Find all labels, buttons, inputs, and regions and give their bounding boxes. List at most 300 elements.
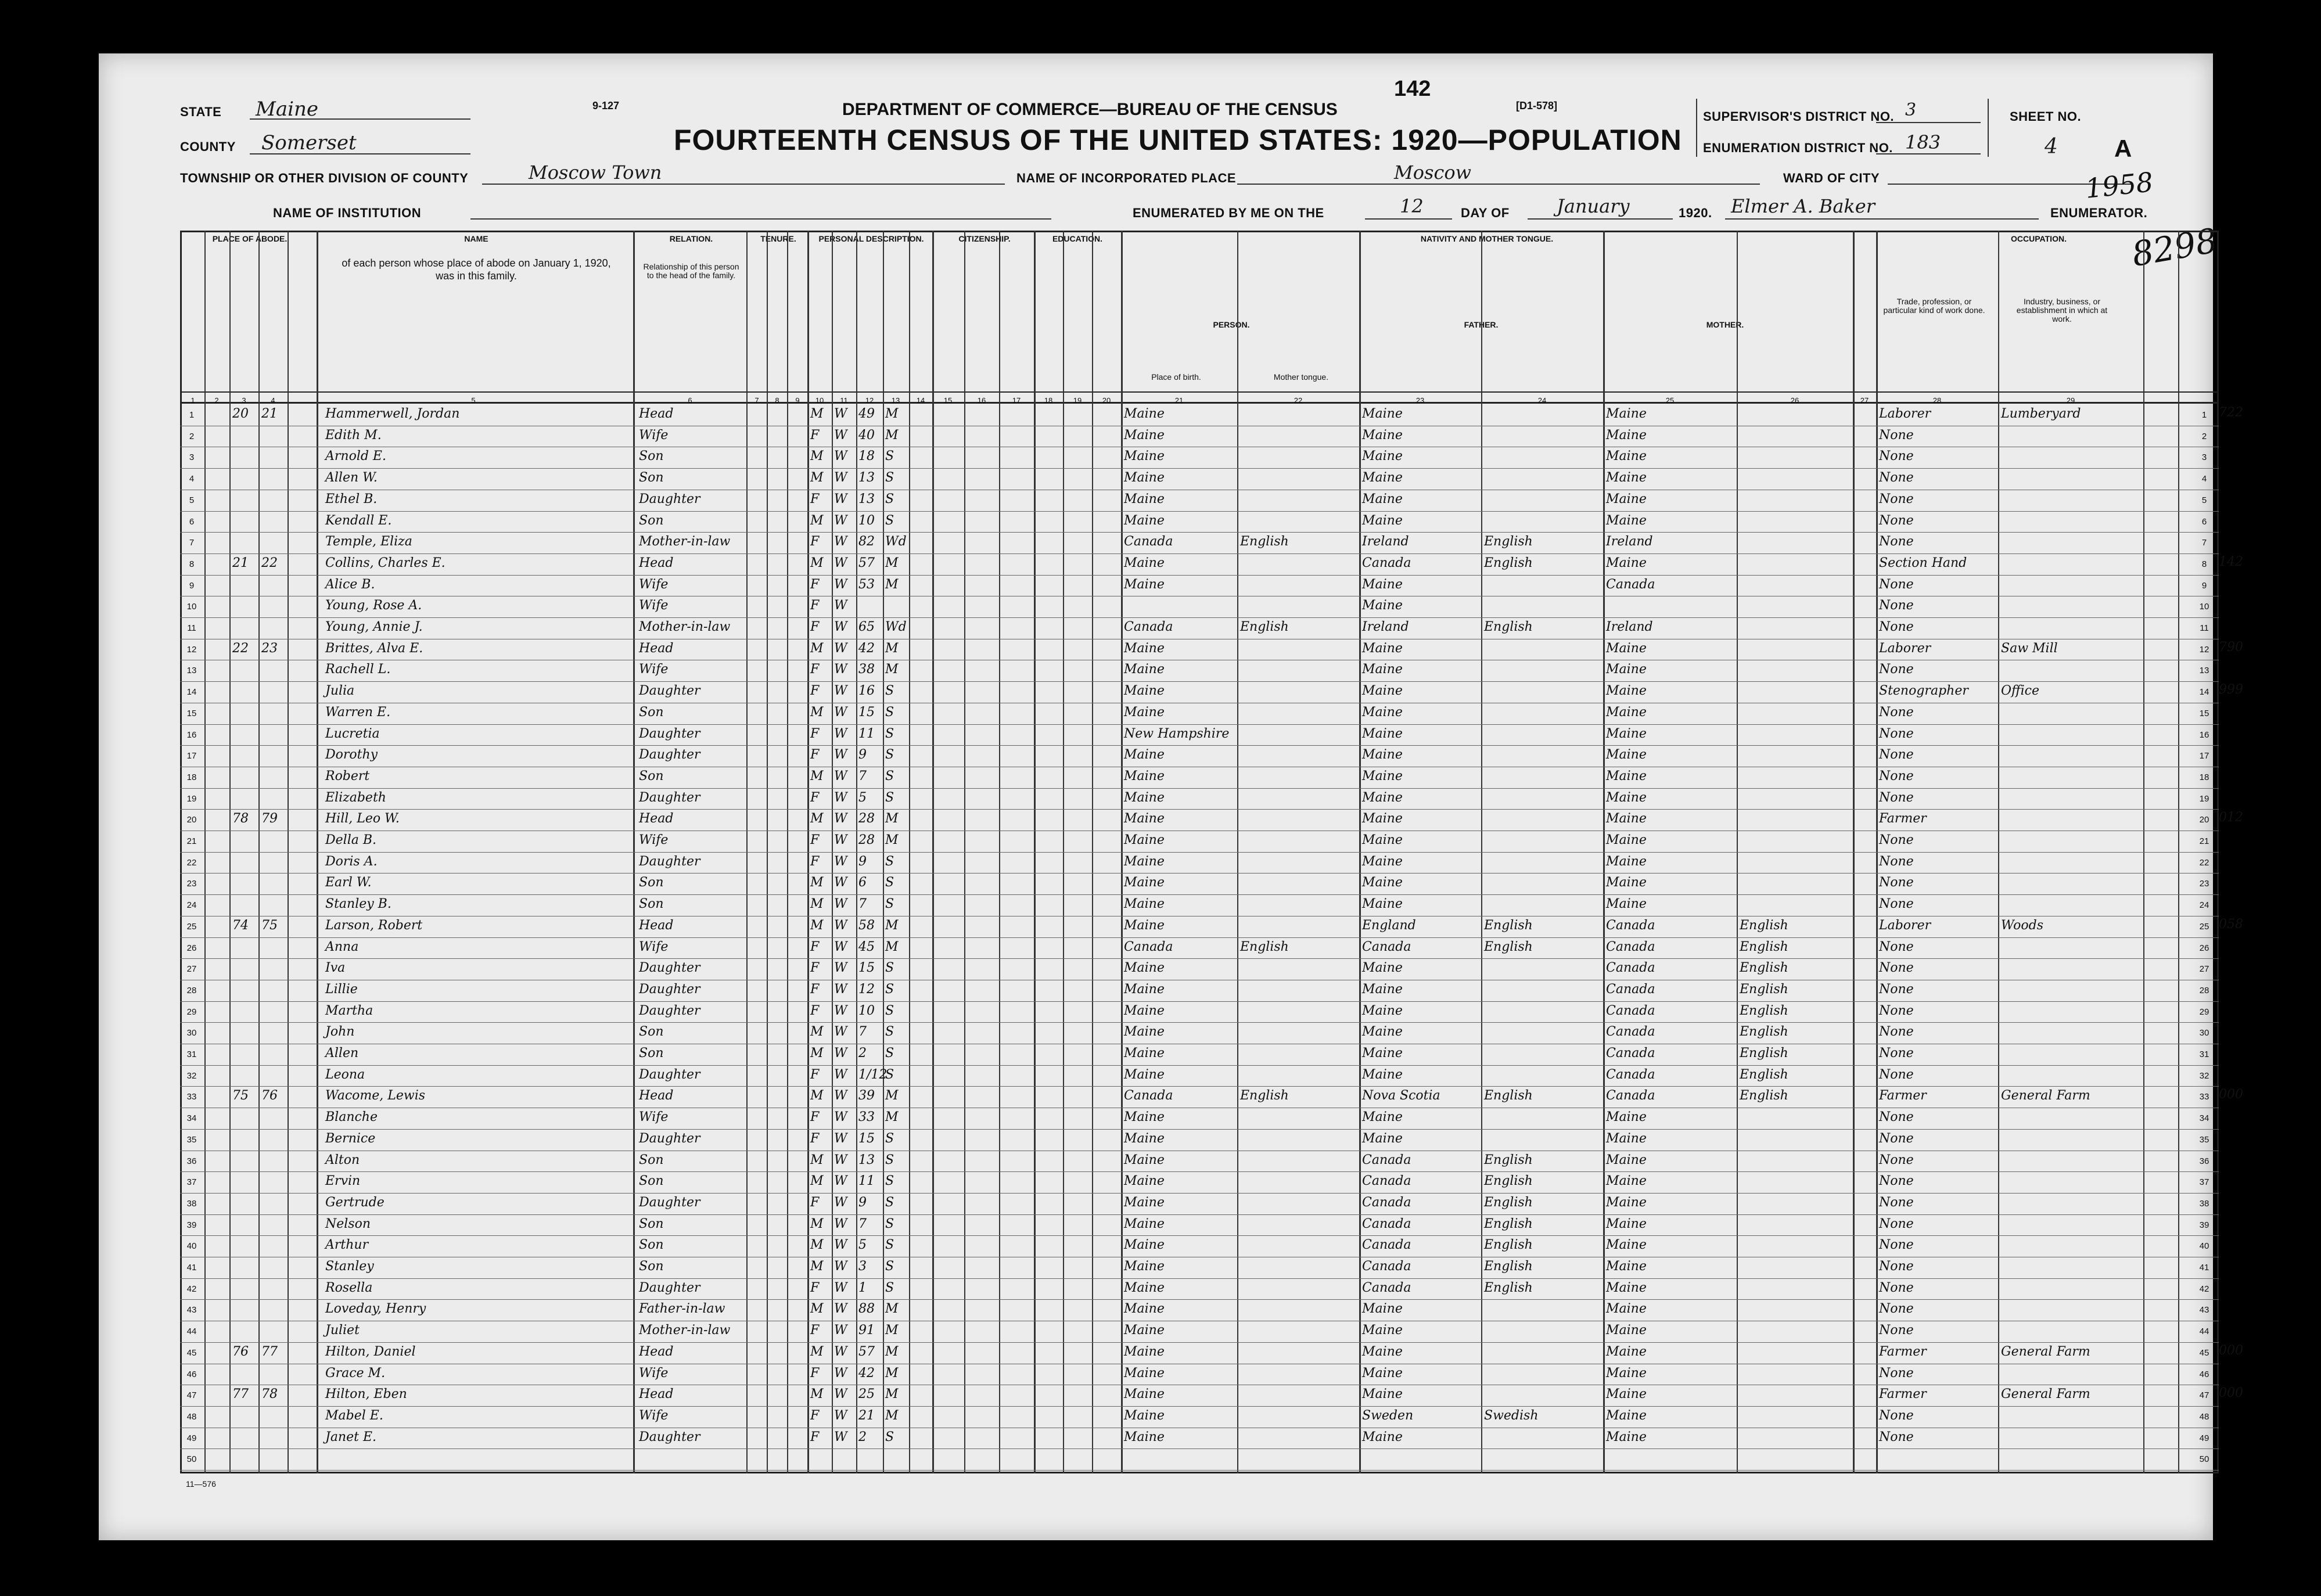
occupation: None [1879, 491, 1914, 506]
person-name: Lucretia [325, 726, 380, 741]
mother-tongue: English [1240, 939, 1289, 954]
sex: F [810, 598, 820, 613]
person-name: Allen [325, 1046, 359, 1061]
row-number: 40 [186, 1241, 197, 1252]
marital-status: S [885, 875, 894, 890]
enumerator-label: ENUMERATOR. [2050, 206, 2148, 220]
relation: Wife [639, 1110, 669, 1125]
column-number: 22 [1294, 396, 1303, 405]
sex: F [810, 854, 820, 869]
row-number-right: 24 [2199, 900, 2209, 911]
marital-status: S [885, 1131, 894, 1146]
father-birthplace: Maine [1362, 854, 1403, 869]
age: 10 [858, 1003, 875, 1018]
race: W [834, 1131, 847, 1146]
birthplace: Maine [1124, 747, 1165, 763]
father-birthplace: Maine [1362, 875, 1403, 890]
row-number: 7 [189, 538, 195, 548]
column-number: 25 [1665, 396, 1675, 405]
occupation: None [1879, 1216, 1914, 1231]
sex: F [810, 1323, 820, 1338]
marital-status: S [885, 961, 894, 976]
row-number: 15 [186, 708, 197, 718]
marital-status: M [885, 555, 899, 570]
marital-status: S [885, 449, 894, 464]
footer-code: 11—576 [186, 1479, 216, 1489]
person-name: Collins, Charles E. [325, 555, 445, 570]
industry: Saw Mill [2001, 641, 2058, 656]
mother-birthplace: Canada [1606, 1025, 1655, 1040]
race: W [834, 982, 847, 997]
person-name: Edith M. [325, 427, 382, 443]
marital-status: S [885, 768, 894, 783]
father-birthplace: Maine [1362, 1302, 1403, 1317]
row-number-right: 5 [2201, 495, 2207, 505]
father-birthplace: Canada [1362, 1280, 1411, 1295]
column-number: 5 [471, 396, 476, 405]
person-name: Janet E. [325, 1429, 377, 1444]
sex: F [810, 833, 820, 847]
father-tongue: English [1484, 534, 1533, 549]
row-line [180, 809, 2219, 810]
mother-birthplace: Maine [1606, 470, 1647, 486]
row-number-right: 3 [2201, 452, 2207, 463]
father-birthplace: Maine [1362, 747, 1403, 763]
birthplace: Maine [1124, 1003, 1165, 1018]
birthplace: Maine [1124, 1238, 1165, 1253]
age: 7 [858, 897, 867, 912]
father-tongue: English [1484, 1174, 1533, 1189]
occupation: None [1879, 1408, 1914, 1423]
supervisor-value: 3 [1905, 100, 1917, 120]
row-number: 4 [189, 474, 195, 484]
birthplace: Maine [1124, 961, 1165, 976]
row-number-right: 38 [2199, 1198, 2209, 1209]
relation: Wife [639, 662, 669, 677]
birthplace: Maine [1124, 1280, 1165, 1295]
sex: M [810, 1088, 824, 1103]
row-number-right: 21 [2199, 836, 2209, 846]
row-number: 21 [186, 836, 197, 846]
row-number-right: 8 [2201, 559, 2207, 569]
row-line [180, 873, 2219, 874]
occupation: None [1879, 1195, 1914, 1210]
relation: Daughter [639, 961, 700, 976]
race: W [834, 811, 847, 826]
column-number: 16 [977, 396, 986, 405]
row-number-right: 20 [2199, 815, 2209, 825]
sex: F [810, 534, 820, 549]
father-sub: FATHER. [1464, 320, 1499, 329]
row-line [180, 1171, 2219, 1172]
birthplace: Maine [1124, 704, 1165, 720]
mother-birthplace: Maine [1606, 1365, 1647, 1381]
sex: F [810, 961, 820, 976]
marital-status: M [885, 641, 899, 656]
column-number: 2 [214, 396, 219, 405]
mother-birthplace: Maine [1606, 684, 1647, 699]
industry: Lumberyard [2001, 407, 2081, 421]
sex: F [810, 790, 820, 805]
marital-status: S [885, 1067, 894, 1082]
row-line [180, 681, 2219, 682]
row-number: 13 [186, 666, 197, 676]
mother-birthplace: Maine [1606, 1387, 1647, 1402]
row-line [180, 1448, 2219, 1449]
birthplace: Maine [1124, 513, 1165, 528]
marital-status: M [885, 427, 899, 443]
age: 11 [858, 726, 875, 741]
margin-code: 999 [2219, 682, 2243, 698]
column-number: 15 [943, 396, 953, 405]
sex: M [810, 1259, 824, 1274]
margin-code: 790 [2219, 639, 2243, 655]
mother-birthplace: Maine [1606, 513, 1647, 528]
marital-status: M [885, 833, 899, 847]
person-name: Ethel B. [325, 491, 378, 506]
birthplace: Maine [1124, 897, 1165, 912]
birthplace: Maine [1124, 982, 1165, 997]
occupation: None [1879, 726, 1914, 741]
race: W [834, 1344, 847, 1359]
family-number: 76 [261, 1088, 278, 1103]
father-birthplace: Canada [1362, 555, 1411, 570]
row-number-right: 1 [2201, 410, 2207, 420]
row-number-right: 7 [2201, 538, 2207, 548]
occupation: None [1879, 620, 1914, 634]
father-birthplace: Maine [1362, 726, 1403, 741]
family-number: 79 [261, 811, 278, 826]
birthplace: Maine [1124, 854, 1165, 869]
row-line [180, 1193, 2219, 1194]
relation: Son [639, 875, 664, 890]
race: W [834, 641, 847, 656]
occupation: None [1879, 747, 1914, 763]
age: 18 [858, 449, 875, 464]
relation: Wife [639, 577, 669, 592]
row-number-right: 19 [2199, 793, 2209, 804]
person-name: Rachell L. [325, 662, 391, 677]
age: 7 [858, 1216, 867, 1231]
column-number: 29 [2066, 396, 2075, 405]
relation: Son [639, 1216, 664, 1231]
relation-desc: Relationship of this person to the head of the family. [643, 262, 739, 280]
person-name: Alton [325, 1152, 360, 1167]
page-number: 142 [1394, 77, 1431, 101]
occupation: None [1879, 1152, 1914, 1167]
sex: M [810, 1046, 824, 1061]
group-tenure: TENURE. [760, 234, 796, 243]
row-line [180, 1129, 2219, 1130]
birthplace: Maine [1124, 1046, 1165, 1061]
occupation: Farmer [1879, 1088, 1927, 1103]
mother-birthplace: Maine [1606, 1302, 1647, 1317]
birthplace: Maine [1124, 1408, 1165, 1423]
margin-code: 012 [2219, 810, 2243, 825]
father-birthplace: Maine [1362, 897, 1403, 912]
occupation: Stenographer [1879, 684, 1968, 699]
relation: Son [639, 1025, 664, 1040]
row-number-right: 12 [2199, 644, 2209, 655]
relation: Wife [639, 1365, 669, 1381]
age: 49 [858, 407, 875, 421]
person-name: Elizabeth [325, 790, 386, 805]
father-birthplace: Maine [1362, 513, 1403, 528]
sheet-value: 4 [2045, 135, 2058, 159]
age: 65 [858, 620, 875, 634]
marital-status: M [885, 1344, 899, 1359]
race: W [834, 1302, 847, 1317]
relation: Daughter [639, 854, 700, 869]
father-tongue: English [1484, 1259, 1533, 1274]
relation: Daughter [639, 1429, 700, 1444]
father-birthplace: Maine [1362, 1387, 1403, 1402]
person-name: Loveday, Henry [325, 1302, 426, 1317]
occupation: None [1879, 1238, 1914, 1253]
row-number-right: 35 [2199, 1134, 2209, 1145]
father-tongue: English [1484, 620, 1533, 634]
race: W [834, 427, 847, 443]
main-title: FOURTEENTH CENSUS OF THE UNITED STATES: 1920—POPULATION [674, 124, 1682, 156]
row-number-right: 41 [2199, 1263, 2209, 1273]
mother-birthplace: Maine [1606, 833, 1647, 847]
row-number-right: 49 [2199, 1433, 2209, 1443]
occupation: None [1879, 1280, 1914, 1295]
person-name: Blanche [325, 1110, 378, 1125]
row-number: 44 [186, 1327, 197, 1337]
race: W [834, 1429, 847, 1444]
age: 5 [858, 790, 867, 805]
relation: Daughter [639, 982, 700, 997]
birthplace: Maine [1124, 1152, 1165, 1167]
occupation: None [1879, 897, 1914, 912]
mother-birthplace: Maine [1606, 641, 1647, 656]
age: 88 [858, 1302, 875, 1317]
age: 7 [858, 768, 867, 783]
occupation: None [1879, 449, 1914, 464]
row-number: 48 [186, 1411, 197, 1422]
marital-status: S [885, 1025, 894, 1040]
occupation: Laborer [1879, 641, 1931, 656]
mother-birthplace: Maine [1606, 1429, 1647, 1444]
father-birthplace: Maine [1362, 407, 1403, 421]
mother-birthplace: Maine [1606, 811, 1647, 826]
margin-code: 000 [2219, 1343, 2243, 1358]
relation: Wife [639, 1408, 669, 1423]
father-tongue: English [1484, 1216, 1533, 1231]
occupation: None [1879, 1429, 1914, 1444]
father-birthplace: Maine [1362, 982, 1403, 997]
relation: Daughter [639, 1067, 700, 1082]
family-number: 21 [261, 407, 278, 421]
row-line [180, 894, 2219, 895]
person-sub: PERSON. [1213, 320, 1250, 329]
age: 1 [858, 1280, 867, 1295]
person-name: Temple, Eliza [325, 534, 412, 549]
person-name: Juliet [325, 1323, 360, 1338]
row-number-right: 46 [2199, 1369, 2209, 1379]
birthplace: Maine [1124, 1110, 1165, 1125]
group-personal: PERSONAL DESCRIPTION. [818, 234, 924, 243]
row-number: 20 [186, 815, 197, 825]
row-number-right: 2 [2201, 431, 2207, 441]
occupation: None [1879, 704, 1914, 720]
sex: M [810, 449, 824, 464]
relation: Son [639, 1046, 664, 1061]
person-name: Robert [325, 768, 370, 783]
row-number: 42 [186, 1284, 197, 1294]
birthplace: Canada [1124, 939, 1173, 954]
father-birthplace: Canada [1362, 1238, 1411, 1253]
row-line [180, 852, 2219, 853]
father-birthplace: Ireland [1362, 534, 1409, 549]
birthplace: Maine [1124, 449, 1165, 464]
pob-sub: Place of birth. [1151, 372, 1201, 382]
marital-status: M [885, 1323, 899, 1338]
sex: M [810, 641, 824, 656]
birthplace: Maine [1124, 577, 1165, 592]
father-birthplace: Maine [1362, 961, 1403, 976]
marital-status: S [885, 1174, 894, 1189]
relation: Daughter [639, 1280, 700, 1295]
family-number: 23 [261, 641, 278, 656]
race: W [834, 1238, 847, 1253]
race: W [834, 1280, 847, 1295]
mother-mother-tongue: English [1740, 961, 1788, 976]
mother-birthplace: Maine [1606, 704, 1647, 720]
column-number: 28 [1932, 396, 1942, 405]
margin-code: 000 [2219, 1087, 2243, 1102]
name-desc: of each person whose place of abode on January 1, 1920, was in this family. [342, 257, 611, 282]
mother-mother-tongue: English [1740, 1088, 1788, 1103]
father-birthplace: Canada [1362, 1259, 1411, 1274]
marital-status: S [885, 513, 894, 528]
relation: Daughter [639, 1003, 700, 1018]
occ-trade-sub: Trade, profession, or particular kind of work done. [1883, 297, 1985, 315]
sheet-label: SHEET NO. [2010, 109, 2082, 124]
row-number: 29 [186, 1007, 197, 1017]
race: W [834, 961, 847, 976]
person-name: Wacome, Lewis [325, 1088, 426, 1103]
mother-birthplace: Maine [1606, 1131, 1647, 1146]
dwelling-number: 21 [232, 555, 249, 570]
mother-birthplace: Maine [1606, 555, 1647, 570]
race: W [834, 555, 847, 570]
father-tongue: English [1484, 1280, 1533, 1295]
race: W [834, 513, 847, 528]
form-ref: [D1-578] [1516, 100, 1558, 112]
person-name: Anna [325, 939, 359, 954]
race: W [834, 1259, 847, 1274]
column-number: 1 [191, 396, 195, 405]
relation: Wife [639, 598, 669, 613]
age: 6 [858, 875, 867, 890]
person-name: Nelson [325, 1216, 371, 1231]
birthplace: Maine [1124, 1323, 1165, 1338]
mother-mother-tongue: English [1740, 918, 1788, 933]
occupation: None [1879, 1067, 1914, 1082]
ward-label: WARD OF CITY [1783, 171, 1880, 185]
row-line [180, 511, 2219, 512]
father-birthplace: Sweden [1362, 1408, 1414, 1423]
marital-status: S [885, 790, 894, 805]
column-number: 8 [775, 396, 779, 405]
mother-birthplace: Maine [1606, 1408, 1647, 1423]
sex: M [810, 407, 824, 421]
sex: F [810, 1195, 820, 1210]
marital-status: S [885, 1216, 894, 1231]
row-number-right: 42 [2199, 1284, 2209, 1294]
father-birthplace: Maine [1362, 641, 1403, 656]
group-relation: RELATION. [669, 234, 713, 243]
person-name: Stanley [325, 1259, 374, 1274]
birthplace: Maine [1124, 918, 1165, 933]
mother-birthplace: Maine [1606, 427, 1647, 443]
row-line [180, 1406, 2219, 1407]
row-number: 35 [186, 1134, 197, 1145]
father-birthplace: Maine [1362, 1046, 1403, 1061]
row-number: 24 [186, 900, 197, 911]
father-birthplace: Maine [1362, 577, 1403, 592]
relation: Son [639, 768, 664, 783]
row-line [180, 1299, 2219, 1300]
person-name: Della B. [325, 833, 376, 847]
row-number-right: 13 [2199, 666, 2209, 676]
relation: Son [639, 513, 664, 528]
relation: Son [639, 1152, 664, 1167]
sex: M [810, 1174, 824, 1189]
birthplace: Maine [1124, 470, 1165, 486]
birthplace: Maine [1124, 1195, 1165, 1210]
race: W [834, 470, 847, 486]
relation: Daughter [639, 1195, 700, 1210]
age: 28 [858, 811, 875, 826]
relation: Wife [639, 427, 669, 443]
relation: Daughter [639, 684, 700, 699]
row-number: 41 [186, 1263, 197, 1273]
race: W [834, 577, 847, 592]
margin-code: 058 [2219, 916, 2243, 932]
race: W [834, 1110, 847, 1125]
age: 16 [858, 684, 875, 699]
occupation: Section Hand [1879, 555, 1967, 570]
sex: M [810, 875, 824, 890]
age: 15 [858, 704, 875, 720]
occupation: Farmer [1879, 1387, 1927, 1402]
race: W [834, 491, 847, 506]
mother-birthplace: Maine [1606, 1152, 1647, 1167]
mother-birthplace: Maine [1606, 449, 1647, 464]
birthplace: Maine [1124, 1216, 1165, 1231]
column-number: 7 [754, 396, 759, 405]
person-name: Young, Rose A. [325, 598, 422, 613]
age: 58 [858, 918, 875, 933]
row-number-right: 4 [2201, 474, 2207, 484]
relation: Father-in-law [639, 1302, 725, 1317]
race: W [834, 1323, 847, 1338]
father-birthplace: Nova Scotia [1362, 1088, 1440, 1103]
person-name: Young, Annie J. [325, 620, 423, 634]
relation: Son [639, 1174, 664, 1189]
father-birthplace: Canada [1362, 1152, 1411, 1167]
mother-birthplace: Maine [1606, 854, 1647, 869]
marital-status: S [885, 854, 894, 869]
age: 11 [858, 1174, 875, 1189]
family-number: 78 [261, 1387, 278, 1402]
birthplace: Maine [1124, 555, 1165, 570]
marital-status: S [885, 747, 894, 763]
form-code: 9-127 [592, 100, 620, 112]
